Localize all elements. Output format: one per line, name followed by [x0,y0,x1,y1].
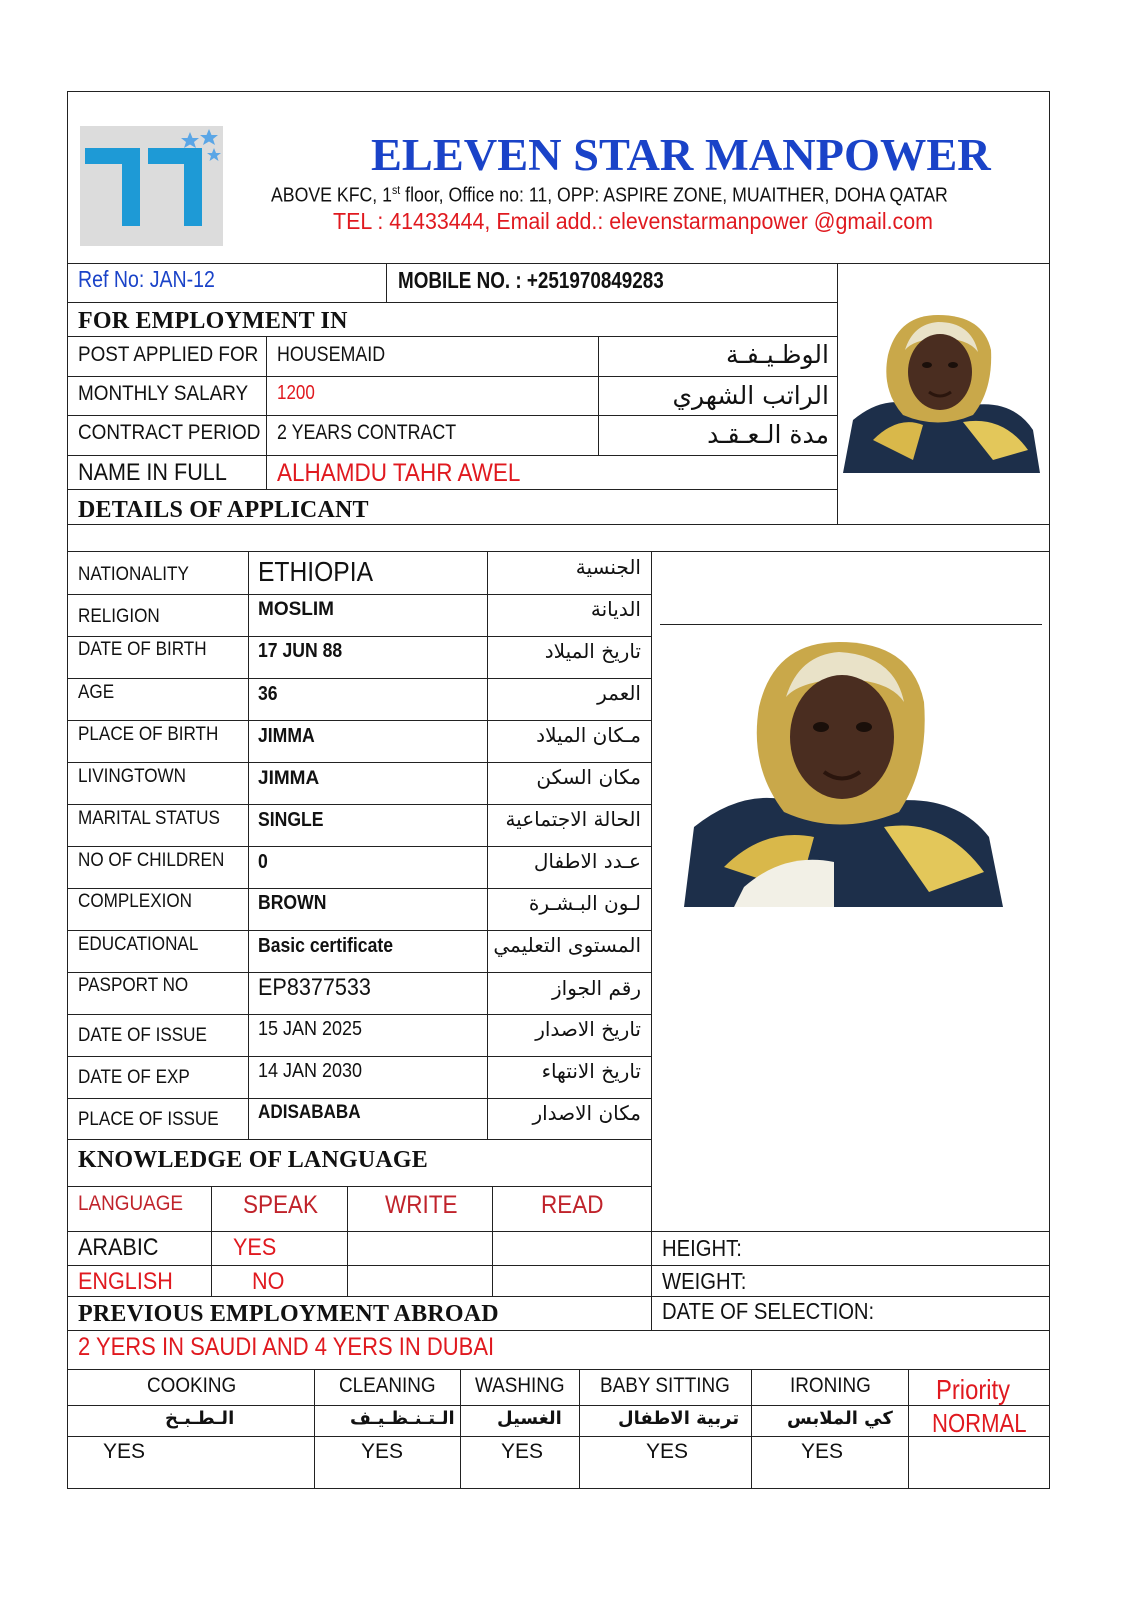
company-address [271,184,948,206]
post-arabic: الوظـيـفـة [726,340,829,369]
detail-value-religion: MOSLIM [258,599,334,620]
detail-arabic-complexion: لـون البـشـرة [528,891,641,915]
contract-label: CONTRACT PERIOD [78,421,261,444]
salary-label: MONTHLY SALARY [78,382,249,405]
detail-label-issue-date: DATE OF ISSUE [78,1025,207,1046]
detail-value-issue-date: 15 JAN 2025 [258,1018,363,1040]
detail-label-passport: PASPORT NO [78,975,189,996]
detail-value-passport: EP8377533 [258,974,371,1001]
previous-value: 2 YERS IN SAUDI AND 4 YERS IN DUBAI [78,1333,495,1361]
skill-cleaning-arabic: الـتـنـظـيـف [350,1408,455,1429]
detail-arabic-age: العمر [597,681,641,705]
detail-label-children: NO OF CHILDREN [78,850,225,871]
address-part-1: ABOVE KFC, 1 [271,184,392,207]
company-logo [80,126,223,246]
salary-value: 1200 [277,382,315,404]
detail-label-marital: MARITAL STATUS [78,808,220,829]
detail-arabic-marital: الحالة الاجتماعية [505,807,641,831]
detail-value-pob: JIMMA [258,725,315,747]
detail-arabic-issue-place: مكان الاصدار [532,1101,641,1125]
skill-cleaning: CLEANING [339,1374,436,1397]
previous-heading: PREVIOUS EMPLOYMENT ABROAD [78,1301,499,1327]
skill-baby-sitting-value: YES [646,1440,689,1463]
detail-arabic-exp-date: تاريخ الانتهاء [541,1059,641,1083]
detail-arabic-dob: تاريخ الميلاد [544,639,641,663]
applicant-portrait-large-icon [684,637,1003,907]
lang-english-speak: NO [252,1268,285,1295]
lang-arabic-speak: YES [233,1234,277,1261]
detail-arabic-livingtown: مكان السكن [536,765,641,789]
detail-value-dob: 17 JUN 88 [258,640,343,662]
lang-header-write: WRITE [385,1191,458,1219]
skill-washing-value: YES [501,1440,544,1463]
post-label: POST APPLIED FOR [78,343,259,366]
detail-value-education: Basic certificate [258,935,394,957]
skill-ironing-arabic: كي الملابس [787,1408,893,1429]
height-label: HEIGHT: [662,1235,742,1261]
detail-label-dob: DATE OF BIRTH [78,639,207,660]
detail-value-age: 36 [258,683,278,705]
priority-label: Priority [936,1374,1011,1405]
detail-value-exp-date: 14 JAN 2030 [258,1060,363,1082]
detail-value-marital: SINGLE [258,809,324,831]
skill-washing-arabic: الغسيل [497,1408,562,1429]
detail-arabic-issue-date: تاريخ الاصدار [535,1017,641,1041]
mobile-number: MOBILE NO. : +251970849283 [398,267,664,293]
detail-arabic-nationality: الجنسية [575,555,641,579]
lang-header-speak: SPEAK [243,1191,319,1219]
details-heading: DETAILS OF APPLICANT [78,497,369,523]
detail-label-nationality: NATIONALITY [78,564,189,585]
address-part-2: floor, Office no: 11, OPP: ASPIRE ZONE, MUAITHER, DOHA QATAR [400,184,948,207]
contract-arabic: مدة الـعـقـد [707,420,829,449]
detail-arabic-education: المستوى التعليمي [493,933,641,957]
selection-date-label: DATE OF SELECTION: [662,1298,875,1324]
name-value: ALHAMDU TAHR AWEL [277,459,521,487]
detail-label-age: AGE [78,682,115,703]
company-name: ELEVEN STAR MANPOWER [371,130,991,180]
skill-baby-sitting-arabic: تربية الاطفال [618,1408,740,1429]
skill-cleaning-value: YES [361,1440,404,1463]
logo-eleven-icon [80,126,223,246]
salary-arabic: الراتب الشهري [672,381,829,410]
lang-header-read: READ [541,1191,604,1219]
contract-value: 2 YEARS CONTRACT [277,421,457,444]
detail-arabic-children: عـدد الاطفال [533,849,641,873]
detail-label-issue-place: PLACE OF ISSUE [78,1109,219,1130]
detail-label-pob: PLACE OF BIRTH [78,724,219,745]
company-contact: TEL : 41433444, Email add.: elevenstarmanpower @gmail.com [333,208,933,234]
skill-cooking: COOKING [147,1374,237,1397]
ref-number: Ref No: JAN-12 [78,266,215,292]
skill-ironing-value: YES [801,1440,844,1463]
employment-heading: FOR EMPLOYMENT IN [78,308,348,334]
detail-value-nationality: ETHIOPIA [258,556,374,587]
skill-baby-sitting: BABY SITTING [600,1374,730,1397]
skill-cooking-value: YES [103,1440,146,1463]
detail-value-issue-place: ADISABABA [258,1102,361,1123]
applicant-portrait-icon [843,310,1040,473]
detail-label-religion: RELIGION [78,606,160,627]
language-heading: KNOWLEDGE OF LANGUAGE [78,1147,429,1173]
detail-label-livingtown: LIVINGTOWN [78,766,186,787]
skill-washing: WASHING [475,1374,565,1397]
applicant-photo-small [843,310,1040,473]
detail-value-children: 0 [258,851,268,873]
address-superscript: st [391,183,401,197]
applicant-photo-large [684,637,1003,907]
detail-arabic-religion: الديانة [590,597,641,621]
skill-cooking-arabic: الـطـبـخ [165,1408,235,1429]
skill-ironing: IRONING [790,1374,871,1397]
detail-arabic-passport: رقم الجواز [552,976,641,1000]
post-value: HOUSEMAID [277,343,386,366]
detail-label-complexion: COMPLEXION [78,891,193,912]
detail-value-livingtown: JIMMA [258,768,320,789]
priority-value: NORMAL [932,1408,1027,1438]
detail-value-complexion: BROWN [258,892,327,914]
lang-row-arabic: ARABIC [78,1234,159,1261]
lang-header-language: LANGUAGE [78,1192,184,1215]
detail-label-exp-date: DATE OF EXP [78,1067,190,1088]
weight-label: WEIGHT: [662,1268,747,1294]
name-label: NAME IN FULL [78,459,227,486]
lang-row-english: ENGLISH [78,1268,173,1295]
detail-arabic-pob: مـكان الميلاد [536,723,641,747]
detail-label-education: EDUCATIONAL [78,934,199,955]
